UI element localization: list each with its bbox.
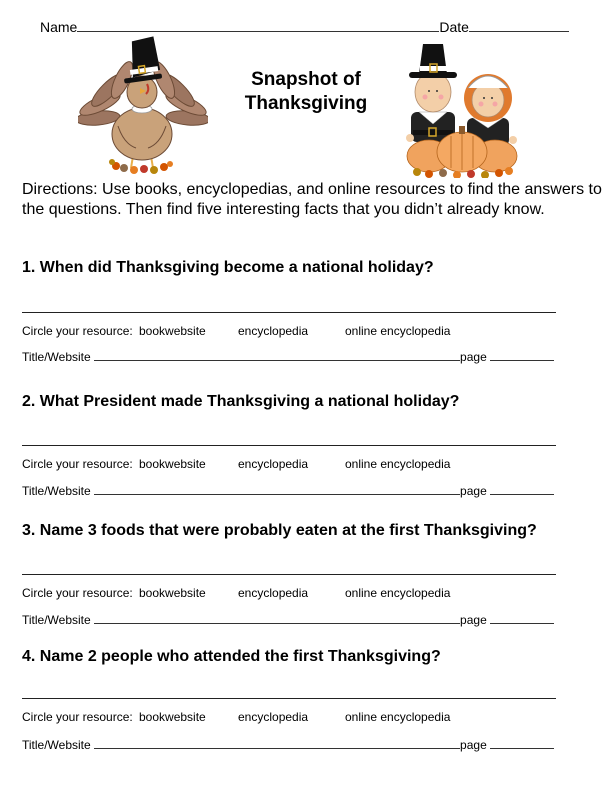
- page-field[interactable]: [490, 494, 554, 495]
- resource-prompt: Circle your resource:: [22, 324, 133, 338]
- answer-line-4[interactable]: [22, 698, 556, 699]
- title-website-label: Title/Website: [22, 613, 91, 627]
- date-label: Date: [439, 19, 469, 35]
- resource-option-encyclopedia[interactable]: encyclopedia: [238, 457, 309, 471]
- title-line-1: Snapshot of: [251, 69, 361, 90]
- resource-option-online-encyclopedia[interactable]: online encyclopedia: [345, 457, 451, 471]
- resource-row-1: [22, 324, 582, 340]
- resource-row-4: [22, 710, 582, 726]
- resource-prompt: Circle your resource:: [22, 586, 133, 600]
- title-website-field[interactable]: [94, 748, 460, 749]
- question-2: 2. What President made Thanksgiving a national holiday?: [22, 393, 460, 410]
- title-website-row-1: [22, 350, 554, 364]
- answer-line-3[interactable]: [22, 574, 556, 575]
- pilgrims-illustration: [405, 42, 520, 178]
- title-website-field[interactable]: [94, 360, 460, 361]
- title-website-row-2: [22, 484, 554, 498]
- resource-option-online-encyclopedia[interactable]: online encyclopedia: [345, 586, 451, 600]
- resource-option-encyclopedia[interactable]: encyclopedia: [238, 710, 309, 724]
- question-4: 4. Name 2 people who attended the first Thanksgiving?: [22, 648, 441, 665]
- title-website-label: Title/Website: [22, 350, 91, 364]
- title-website-label: Title/Website: [22, 484, 91, 498]
- question-1: 1. When did Thanksgiving become a national holiday?: [22, 259, 434, 276]
- answer-line-1[interactable]: [22, 312, 556, 313]
- page-title: [226, 68, 386, 116]
- page-label: page: [460, 738, 487, 752]
- resource-option-encyclopedia[interactable]: encyclopedia: [238, 324, 309, 338]
- resource-option-online-encyclopedia[interactable]: online encyclopedia: [345, 324, 451, 338]
- title-website-row-4: [22, 738, 554, 752]
- resource-prompt: Circle your resource:: [22, 457, 133, 471]
- title-line-2: Thanksgiving: [244, 93, 368, 114]
- title-website-field[interactable]: [94, 494, 460, 495]
- title-website-row-3: [22, 613, 554, 627]
- resource-option-bookwebsite[interactable]: bookwebsite: [139, 324, 206, 338]
- date-field[interactable]: [469, 31, 569, 32]
- page-label: page: [460, 484, 487, 498]
- resource-option-online-encyclopedia[interactable]: online encyclopedia: [345, 710, 451, 724]
- resource-row-2: [22, 457, 582, 473]
- page-field[interactable]: [490, 748, 554, 749]
- resource-option-encyclopedia[interactable]: encyclopedia: [238, 586, 309, 600]
- page-label: page: [460, 350, 487, 364]
- page-label: page: [460, 613, 487, 627]
- resource-option-bookwebsite[interactable]: bookwebsite: [139, 586, 206, 600]
- turkey-illustration: [78, 36, 208, 174]
- question-3: 3. Name 3 foods that were probably eaten at the first Thanksgiving?: [22, 522, 537, 539]
- directions-text: Directions: Use books, encyclopedias, and online resources to find the answers to the questions. Then find five interesting facts that you didn’t already know.: [22, 181, 602, 218]
- resource-option-bookwebsite[interactable]: bookwebsite: [139, 710, 206, 724]
- title-website-field[interactable]: [94, 623, 460, 624]
- title-website-label: Title/Website: [22, 738, 91, 752]
- resource-row-3: [22, 586, 582, 602]
- page-field[interactable]: [490, 623, 554, 624]
- name-field[interactable]: [77, 31, 439, 32]
- name-date-row: [40, 19, 569, 35]
- resource-prompt: Circle your resource:: [22, 710, 133, 724]
- answer-line-2[interactable]: [22, 445, 556, 446]
- name-label: Name: [40, 19, 78, 35]
- page-field[interactable]: [490, 360, 554, 361]
- resource-option-bookwebsite[interactable]: bookwebsite: [139, 457, 206, 471]
